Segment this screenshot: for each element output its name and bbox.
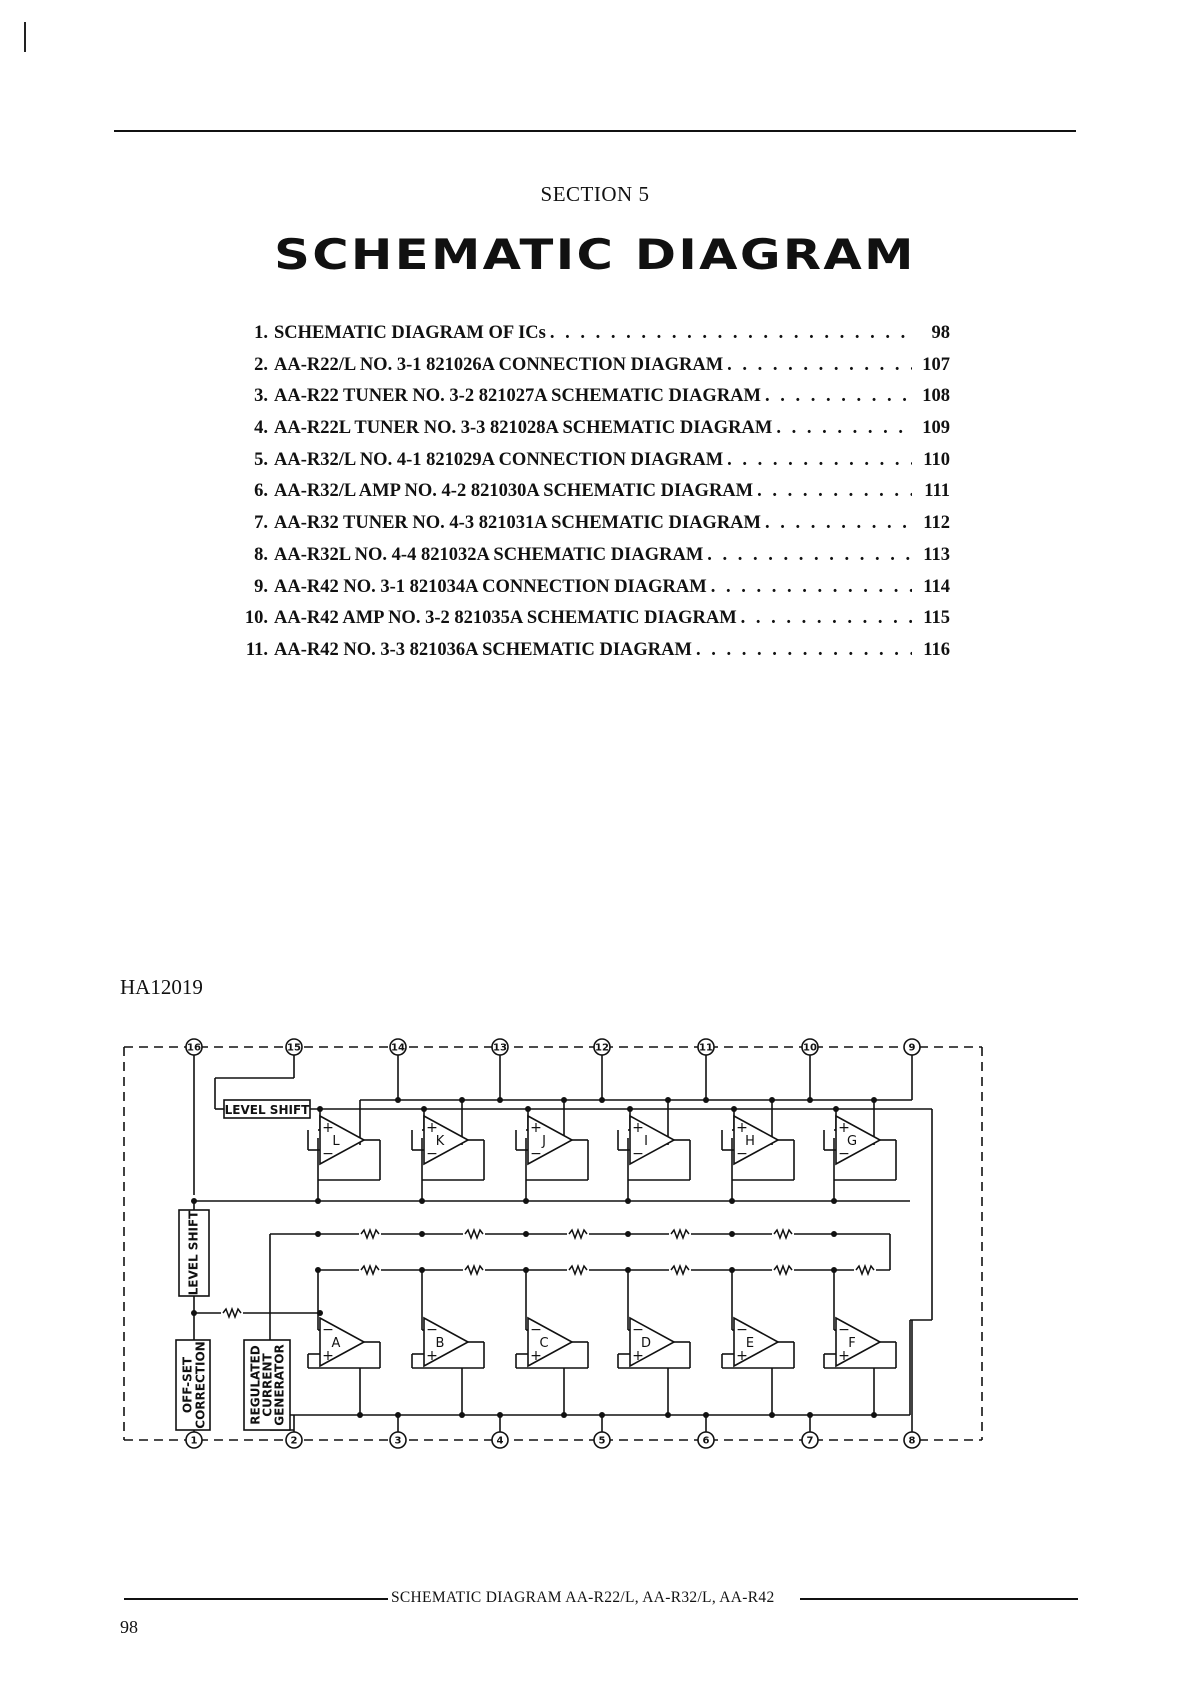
toc-text: AA-R32 TUNER NO. 4-3 821031A SCHEMATIC DIAGRAM — [274, 513, 762, 534]
toc-number: 5. — [254, 449, 268, 470]
toc-page: 107 — [922, 354, 950, 375]
op-amp-label: K — [435, 1134, 445, 1149]
toc-item — [230, 513, 950, 545]
input-sign: − — [530, 1322, 542, 1338]
pin-number: 16 — [187, 1042, 201, 1054]
offset-correction-label: CORRECTION — [193, 1341, 208, 1429]
input-sign: − — [736, 1146, 748, 1162]
toc-number: 11. — [245, 639, 268, 660]
op-amp-label: F — [848, 1336, 856, 1351]
regulated-current-label: CURRENT — [260, 1353, 275, 1417]
input-sign: − — [426, 1322, 438, 1338]
junction-dot — [357, 1412, 363, 1418]
toc-number: 3. — [254, 386, 268, 407]
ic-schematic-diagram — [120, 1020, 1070, 1560]
toc-leader — [727, 450, 912, 471]
junction-dot — [191, 1198, 197, 1204]
junction-dot — [419, 1198, 425, 1204]
junction-dot — [317, 1310, 323, 1316]
op-amp-label: D — [640, 1336, 652, 1351]
toc-page: 110 — [923, 449, 950, 470]
input-sign: + — [426, 1348, 438, 1364]
toc-page: 98 — [931, 323, 950, 343]
input-sign: + — [838, 1120, 850, 1136]
op-amp-label: G — [846, 1134, 858, 1149]
junction-dot — [419, 1267, 425, 1273]
toc-item — [230, 450, 950, 482]
toc-page: 109 — [922, 418, 950, 439]
pin-number: 8 — [908, 1435, 916, 1447]
toc-number: 7. — [254, 513, 268, 534]
pin-number: 13 — [493, 1042, 507, 1054]
pin-number: 14 — [391, 1042, 405, 1054]
toc-text: AA-R42 NO. 3-1 821034A CONNECTION DIAGRAM — [274, 576, 707, 597]
footer-rule-left — [124, 1598, 390, 1600]
junction-dot — [703, 1412, 709, 1418]
junction-dot — [459, 1097, 465, 1103]
input-sign: − — [838, 1146, 850, 1162]
junction-dot — [419, 1231, 425, 1237]
toc-page: 114 — [923, 576, 950, 597]
junction-dot — [871, 1097, 877, 1103]
junction-dot — [769, 1412, 775, 1418]
toc-number: 8. — [254, 544, 268, 565]
input-sign: + — [736, 1120, 748, 1136]
section-label: SECTION 5 — [540, 182, 650, 206]
junction-dot — [625, 1267, 631, 1273]
junction-dot — [459, 1412, 465, 1418]
toc-number: 2. — [254, 354, 268, 375]
pin-number: 10 — [803, 1042, 817, 1054]
input-sign: − — [530, 1146, 542, 1162]
toc-leader — [765, 513, 912, 534]
table-of-contents — [230, 323, 950, 672]
junction-dot — [831, 1231, 837, 1237]
pin-number: 7 — [806, 1435, 814, 1447]
toc-leader — [765, 386, 912, 407]
junction-dot — [525, 1106, 531, 1112]
toc-text: AA-R22L TUNER NO. 3-3 821028A SCHEMATIC DIAGRAM — [274, 418, 773, 439]
toc-text: AA-R32L NO. 4-4 821032A SCHEMATIC DIAGRAM — [274, 544, 704, 565]
toc-leader — [741, 608, 912, 629]
footer-caption: SCHEMATIC DIAGRAM AA-R22/L, AA-R32/L, AA-R42 — [388, 1589, 778, 1607]
junction-dot — [665, 1097, 671, 1103]
toc-item — [230, 577, 950, 609]
toc-number: 4. — [254, 418, 268, 439]
page-title: SCHEMATIC DIAGRAM — [274, 230, 916, 279]
toc-number: 1. — [254, 323, 268, 343]
toc-leader — [711, 577, 912, 598]
pin-number: 15 — [287, 1042, 301, 1054]
toc-number: 9. — [254, 576, 268, 597]
input-sign: − — [426, 1146, 438, 1162]
page-number: 98 — [120, 1617, 138, 1637]
junction-dot — [625, 1231, 631, 1237]
junction-dot — [625, 1198, 631, 1204]
pin-number: 6 — [702, 1435, 710, 1447]
op-amp-label: L — [332, 1134, 340, 1149]
junction-dot — [627, 1106, 633, 1112]
input-sign: − — [322, 1146, 334, 1162]
toc-number: 10. — [244, 608, 268, 629]
input-sign: + — [322, 1120, 334, 1136]
input-sign: − — [632, 1322, 644, 1338]
pin-number: 4 — [496, 1435, 504, 1447]
junction-dot — [729, 1231, 735, 1237]
input-sign: + — [530, 1348, 542, 1364]
op-amp-label: E — [745, 1336, 755, 1351]
regulated-current-label: REGULATED — [248, 1345, 263, 1425]
pin-number: 5 — [598, 1435, 606, 1447]
toc-item — [230, 355, 950, 387]
junction-dot — [421, 1106, 427, 1112]
ic-name: HA12019 — [120, 975, 203, 999]
toc-item — [230, 481, 950, 513]
junction-dot — [729, 1198, 735, 1204]
toc-text: AA-R42 NO. 3-3 821036A SCHEMATIC DIAGRAM — [274, 639, 692, 660]
junction-dot — [523, 1267, 529, 1273]
toc-page: 115 — [923, 608, 950, 629]
toc-item — [230, 323, 950, 355]
toc-item — [230, 608, 950, 640]
junction-dot — [317, 1106, 323, 1112]
junction-dot — [561, 1412, 567, 1418]
junction-dot — [665, 1412, 671, 1418]
toc-text: AA-R32/L AMP NO. 4-2 821030A SCHEMATIC DIAGRAM — [274, 481, 754, 502]
toc-item — [230, 386, 950, 418]
header-rule — [114, 130, 1076, 132]
toc-number: 6. — [254, 481, 268, 502]
junction-dot — [599, 1097, 605, 1103]
junction-dot — [807, 1412, 813, 1418]
scan-mark — [24, 22, 26, 52]
toc-page: 112 — [923, 513, 950, 534]
junction-dot — [831, 1198, 837, 1204]
op-amp-label: H — [745, 1134, 755, 1149]
op-amp-label: A — [331, 1336, 341, 1351]
op-amp-label: J — [542, 1134, 546, 1149]
input-sign: + — [736, 1348, 748, 1364]
toc-text: AA-R32/L NO. 4-1 821029A CONNECTION DIAGRAM — [274, 449, 724, 470]
junction-dot — [523, 1198, 529, 1204]
input-sign: + — [632, 1348, 644, 1364]
pin-number: 12 — [595, 1042, 609, 1054]
junction-dot — [395, 1097, 401, 1103]
junction-dot — [497, 1097, 503, 1103]
toc-page: 116 — [923, 639, 950, 660]
junction-dot — [729, 1267, 735, 1273]
toc-item — [230, 545, 950, 577]
toc-page: 113 — [923, 544, 950, 565]
toc-text: AA-R22 TUNER NO. 3-2 821027A SCHEMATIC DIAGRAM — [274, 386, 762, 407]
junction-dot — [599, 1412, 605, 1418]
toc-item — [230, 640, 950, 672]
junction-dot — [315, 1198, 321, 1204]
toc-page: 108 — [922, 386, 950, 407]
input-sign: + — [322, 1348, 334, 1364]
footer-rule-right — [800, 1598, 1078, 1600]
toc-page: 111 — [924, 481, 950, 502]
toc-leader — [696, 640, 912, 661]
input-sign: − — [632, 1146, 644, 1162]
pin-number: 1 — [190, 1435, 198, 1447]
junction-dot — [497, 1412, 503, 1418]
toc-leader — [707, 545, 912, 566]
offset-correction-label: OFF-SET — [180, 1356, 195, 1414]
input-sign: − — [322, 1322, 334, 1338]
regulated-current-label: GENERATOR — [272, 1344, 287, 1426]
op-amp-label: C — [539, 1336, 549, 1351]
toc-text: AA-R42 AMP NO. 3-2 821035A SCHEMATIC DIAGRAM — [274, 608, 737, 629]
junction-dot — [769, 1097, 775, 1103]
junction-dot — [871, 1412, 877, 1418]
toc-text: SCHEMATIC DIAGRAM OF ICs — [274, 323, 546, 343]
pin-number: 11 — [699, 1042, 713, 1054]
junction-dot — [731, 1106, 737, 1112]
input-sign: + — [426, 1120, 438, 1136]
junction-dot — [561, 1097, 567, 1103]
junction-dot — [315, 1231, 321, 1237]
level-shift-top-label: LEVEL SHIFT — [224, 1103, 310, 1117]
junction-dot — [395, 1412, 401, 1418]
toc-leader — [757, 481, 912, 502]
op-amp-label: I — [644, 1134, 648, 1149]
op-amp-label: B — [435, 1336, 445, 1351]
junction-dot — [191, 1310, 197, 1316]
toc-leader — [776, 418, 912, 439]
toc-item — [230, 418, 950, 450]
junction-dot — [315, 1267, 321, 1273]
toc-text: AA-R22/L NO. 3-1 821026A CONNECTION DIAGRAM — [274, 354, 724, 375]
input-sign: − — [838, 1322, 850, 1338]
input-sign: + — [530, 1120, 542, 1136]
junction-dot — [703, 1097, 709, 1103]
junction-dot — [807, 1097, 813, 1103]
pin-number: 2 — [290, 1435, 298, 1447]
input-sign: − — [736, 1322, 748, 1338]
toc-leader — [550, 323, 912, 344]
pin-number: 3 — [394, 1435, 402, 1447]
toc-leader — [727, 355, 912, 376]
level-shift-side-label: LEVEL SHIFT — [186, 1210, 201, 1296]
input-sign: + — [838, 1348, 850, 1364]
pin-number: 9 — [908, 1042, 916, 1054]
input-sign: + — [632, 1120, 644, 1136]
junction-dot — [833, 1106, 839, 1112]
junction-dot — [523, 1231, 529, 1237]
junction-dot — [831, 1267, 837, 1273]
